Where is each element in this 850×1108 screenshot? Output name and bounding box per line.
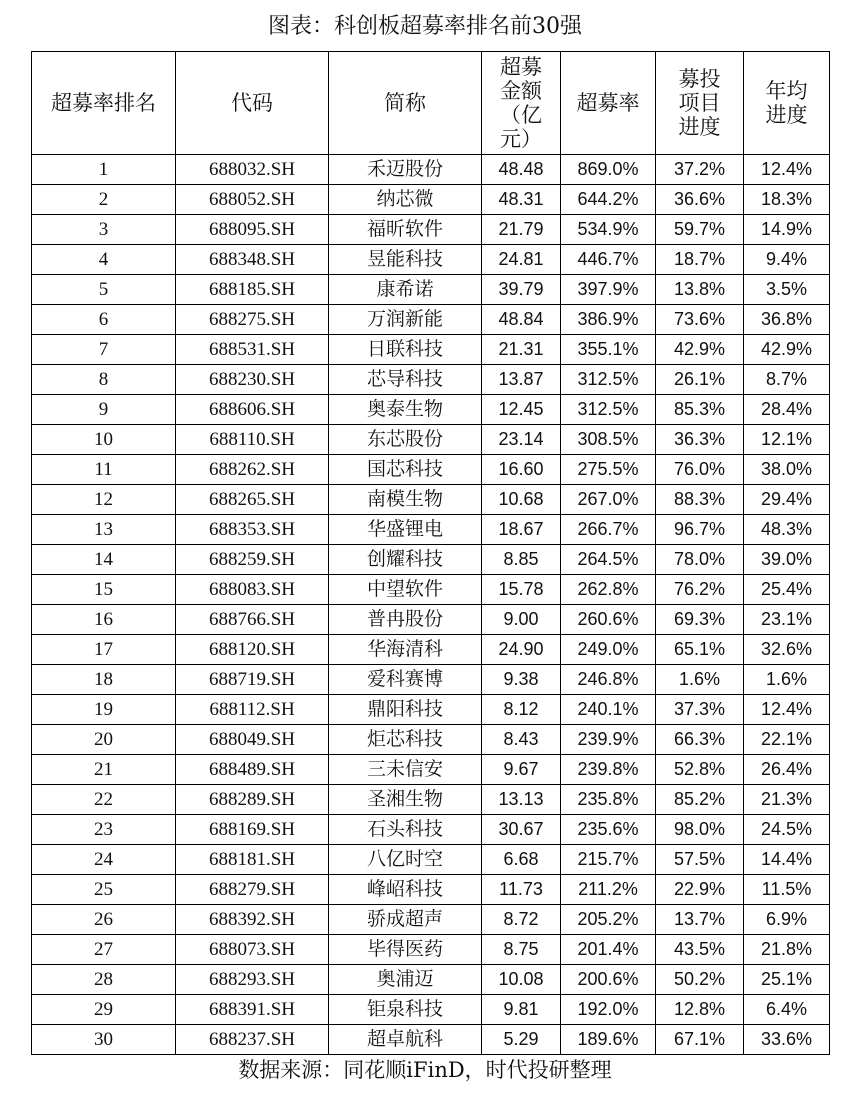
cell-name: 炬芯科技 xyxy=(329,725,482,755)
cell-rate: 215.7% xyxy=(561,845,656,875)
cell-rate: 205.2% xyxy=(561,905,656,935)
cell-name: 华海清科 xyxy=(329,635,482,665)
cell-annual: 25.4% xyxy=(744,575,830,605)
cell-rank: 2 xyxy=(32,185,176,215)
header-row xyxy=(32,52,830,155)
ipo-oversubscription-table xyxy=(31,51,830,1055)
cell-rate: 397.9% xyxy=(561,275,656,305)
table-row xyxy=(32,935,830,965)
cell-rank: 20 xyxy=(32,725,176,755)
cell-code: 688489.SH xyxy=(176,755,329,785)
cell-amount: 8.12 xyxy=(482,695,561,725)
cell-amount: 11.73 xyxy=(482,875,561,905)
cell-progress: 59.7% xyxy=(656,215,744,245)
cell-progress: 65.1% xyxy=(656,635,744,665)
cell-rank: 7 xyxy=(32,335,176,365)
cell-rate: 192.0% xyxy=(561,995,656,1025)
cell-name: 南模生物 xyxy=(329,485,482,515)
cell-code: 688606.SH xyxy=(176,395,329,425)
cell-name: 福昕软件 xyxy=(329,215,482,245)
table-row xyxy=(32,455,830,485)
cell-code: 688237.SH xyxy=(176,1025,329,1055)
cell-rate: 446.7% xyxy=(561,245,656,275)
cell-amount: 5.29 xyxy=(482,1025,561,1055)
cell-rate: 266.7% xyxy=(561,515,656,545)
cell-annual: 12.4% xyxy=(744,155,830,185)
cell-code: 688169.SH xyxy=(176,815,329,845)
cell-annual: 24.5% xyxy=(744,815,830,845)
cell-rate: 312.5% xyxy=(561,365,656,395)
cell-annual: 8.7% xyxy=(744,365,830,395)
cell-code: 688032.SH xyxy=(176,155,329,185)
cell-amount: 16.60 xyxy=(482,455,561,485)
cell-code: 688719.SH xyxy=(176,665,329,695)
cell-progress: 36.6% xyxy=(656,185,744,215)
cell-amount: 10.08 xyxy=(482,965,561,995)
cell-rate: 239.9% xyxy=(561,725,656,755)
cell-name: 骄成超声 xyxy=(329,905,482,935)
table-row xyxy=(32,515,830,545)
table-row xyxy=(32,755,830,785)
cell-annual: 12.4% xyxy=(744,695,830,725)
header-amount: 超募金额（亿元） xyxy=(482,52,561,155)
cell-rank: 12 xyxy=(32,485,176,515)
table-row xyxy=(32,485,830,515)
table-row xyxy=(32,635,830,665)
table-row xyxy=(32,155,830,185)
cell-annual: 14.4% xyxy=(744,845,830,875)
cell-annual: 39.0% xyxy=(744,545,830,575)
cell-rank: 8 xyxy=(32,365,176,395)
cell-annual: 14.9% xyxy=(744,215,830,245)
cell-rank: 24 xyxy=(32,845,176,875)
cell-annual: 32.6% xyxy=(744,635,830,665)
cell-annual: 26.4% xyxy=(744,755,830,785)
cell-name: 钜泉科技 xyxy=(329,995,482,1025)
cell-code: 688275.SH xyxy=(176,305,329,335)
cell-progress: 76.0% xyxy=(656,455,744,485)
cell-amount: 21.31 xyxy=(482,335,561,365)
cell-annual: 36.8% xyxy=(744,305,830,335)
cell-name: 石头科技 xyxy=(329,815,482,845)
cell-amount: 48.84 xyxy=(482,305,561,335)
cell-code: 688348.SH xyxy=(176,245,329,275)
cell-annual: 48.3% xyxy=(744,515,830,545)
cell-rate: 262.8% xyxy=(561,575,656,605)
cell-rank: 14 xyxy=(32,545,176,575)
table-row xyxy=(32,365,830,395)
cell-amount: 13.13 xyxy=(482,785,561,815)
cell-annual: 3.5% xyxy=(744,275,830,305)
cell-progress: 12.8% xyxy=(656,995,744,1025)
source-note: 数据来源：同花顺iFinD，时代投研整理 xyxy=(238,1058,612,1082)
cell-amount: 30.67 xyxy=(482,815,561,845)
cell-rank: 1 xyxy=(32,155,176,185)
cell-rank: 3 xyxy=(32,215,176,245)
cell-progress: 36.3% xyxy=(656,425,744,455)
cell-annual: 42.9% xyxy=(744,335,830,365)
cell-code: 688279.SH xyxy=(176,875,329,905)
cell-rank: 30 xyxy=(32,1025,176,1055)
cell-rank: 5 xyxy=(32,275,176,305)
table-body xyxy=(32,155,830,1055)
cell-code: 688531.SH xyxy=(176,335,329,365)
cell-code: 688112.SH xyxy=(176,695,329,725)
cell-rate: 240.1% xyxy=(561,695,656,725)
cell-annual: 21.8% xyxy=(744,935,830,965)
header-rank: 超募率排名 xyxy=(32,52,176,155)
cell-rank: 15 xyxy=(32,575,176,605)
cell-progress: 73.6% xyxy=(656,305,744,335)
cell-annual: 25.1% xyxy=(744,965,830,995)
cell-name: 纳芯微 xyxy=(329,185,482,215)
cell-progress: 50.2% xyxy=(656,965,744,995)
cell-code: 688262.SH xyxy=(176,455,329,485)
cell-rate: 200.6% xyxy=(561,965,656,995)
table-row xyxy=(32,605,830,635)
table-row xyxy=(32,575,830,605)
table-row xyxy=(32,725,830,755)
cell-annual: 1.6% xyxy=(744,665,830,695)
cell-code: 688391.SH xyxy=(176,995,329,1025)
cell-code: 688265.SH xyxy=(176,485,329,515)
cell-rank: 18 xyxy=(32,665,176,695)
cell-progress: 37.2% xyxy=(656,155,744,185)
table-row xyxy=(32,875,830,905)
cell-progress: 42.9% xyxy=(656,335,744,365)
cell-rank: 13 xyxy=(32,515,176,545)
table-row xyxy=(32,335,830,365)
cell-rank: 21 xyxy=(32,755,176,785)
table-row xyxy=(32,905,830,935)
cell-rank: 16 xyxy=(32,605,176,635)
cell-amount: 24.81 xyxy=(482,245,561,275)
cell-code: 688181.SH xyxy=(176,845,329,875)
cell-amount: 8.75 xyxy=(482,935,561,965)
table-row xyxy=(32,665,830,695)
cell-amount: 9.81 xyxy=(482,995,561,1025)
header-annual: 年均进度 xyxy=(744,52,830,155)
cell-amount: 8.85 xyxy=(482,545,561,575)
table-row xyxy=(32,995,830,1025)
cell-progress: 88.3% xyxy=(656,485,744,515)
cell-amount: 8.72 xyxy=(482,905,561,935)
cell-annual: 23.1% xyxy=(744,605,830,635)
cell-amount: 8.43 xyxy=(482,725,561,755)
cell-progress: 98.0% xyxy=(656,815,744,845)
cell-amount: 9.38 xyxy=(482,665,561,695)
cell-rank: 29 xyxy=(32,995,176,1025)
cell-rank: 27 xyxy=(32,935,176,965)
cell-annual: 6.4% xyxy=(744,995,830,1025)
cell-amount: 48.48 xyxy=(482,155,561,185)
cell-annual: 18.3% xyxy=(744,185,830,215)
cell-name: 鼎阳科技 xyxy=(329,695,482,725)
cell-progress: 85.2% xyxy=(656,785,744,815)
cell-rate: 235.8% xyxy=(561,785,656,815)
cell-rate: 211.2% xyxy=(561,875,656,905)
cell-amount: 18.67 xyxy=(482,515,561,545)
cell-amount: 23.14 xyxy=(482,425,561,455)
cell-progress: 85.3% xyxy=(656,395,744,425)
cell-code: 688083.SH xyxy=(176,575,329,605)
header-code: 代码 xyxy=(176,52,329,155)
cell-amount: 9.00 xyxy=(482,605,561,635)
cell-rate: 264.5% xyxy=(561,545,656,575)
cell-name: 三未信安 xyxy=(329,755,482,785)
cell-name: 八亿时空 xyxy=(329,845,482,875)
table-row xyxy=(32,695,830,725)
cell-code: 688049.SH xyxy=(176,725,329,755)
cell-annual: 6.9% xyxy=(744,905,830,935)
cell-progress: 1.6% xyxy=(656,665,744,695)
header-progress: 募投项目进度 xyxy=(656,52,744,155)
cell-code: 688110.SH xyxy=(176,425,329,455)
cell-rate: 312.5% xyxy=(561,395,656,425)
cell-progress: 13.7% xyxy=(656,905,744,935)
header-name: 简称 xyxy=(329,52,482,155)
table-row xyxy=(32,275,830,305)
cell-rank: 22 xyxy=(32,785,176,815)
cell-rank: 10 xyxy=(32,425,176,455)
cell-rate: 201.4% xyxy=(561,935,656,965)
cell-name: 峰岹科技 xyxy=(329,875,482,905)
cell-annual: 12.1% xyxy=(744,425,830,455)
cell-annual: 38.0% xyxy=(744,455,830,485)
cell-name: 创耀科技 xyxy=(329,545,482,575)
cell-annual: 29.4% xyxy=(744,485,830,515)
cell-rank: 4 xyxy=(32,245,176,275)
header-rate: 超募率 xyxy=(561,52,656,155)
cell-code: 688353.SH xyxy=(176,515,329,545)
cell-code: 688259.SH xyxy=(176,545,329,575)
cell-amount: 10.68 xyxy=(482,485,561,515)
table-row xyxy=(32,845,830,875)
cell-name: 禾迈股份 xyxy=(329,155,482,185)
cell-name: 华盛锂电 xyxy=(329,515,482,545)
cell-name: 国芯科技 xyxy=(329,455,482,485)
cell-progress: 22.9% xyxy=(656,875,744,905)
table-row xyxy=(32,305,830,335)
cell-rank: 25 xyxy=(32,875,176,905)
cell-rate: 644.2% xyxy=(561,185,656,215)
table-row xyxy=(32,815,830,845)
cell-rank: 17 xyxy=(32,635,176,665)
cell-rank: 11 xyxy=(32,455,176,485)
cell-annual: 22.1% xyxy=(744,725,830,755)
table-row xyxy=(32,545,830,575)
cell-progress: 76.2% xyxy=(656,575,744,605)
cell-name: 芯导科技 xyxy=(329,365,482,395)
cell-rank: 26 xyxy=(32,905,176,935)
cell-name: 普冉股份 xyxy=(329,605,482,635)
table-row xyxy=(32,245,830,275)
cell-code: 688073.SH xyxy=(176,935,329,965)
table-row xyxy=(32,1025,830,1055)
cell-amount: 13.87 xyxy=(482,365,561,395)
cell-progress: 96.7% xyxy=(656,515,744,545)
cell-name: 奥泰生物 xyxy=(329,395,482,425)
cell-name: 万润新能 xyxy=(329,305,482,335)
cell-code: 688766.SH xyxy=(176,605,329,635)
cell-progress: 52.8% xyxy=(656,755,744,785)
table-row xyxy=(32,395,830,425)
cell-rank: 23 xyxy=(32,815,176,845)
cell-progress: 43.5% xyxy=(656,935,744,965)
cell-rate: 275.5% xyxy=(561,455,656,485)
cell-progress: 18.7% xyxy=(656,245,744,275)
cell-rate: 534.9% xyxy=(561,215,656,245)
cell-code: 688293.SH xyxy=(176,965,329,995)
cell-code: 688052.SH xyxy=(176,185,329,215)
cell-name: 日联科技 xyxy=(329,335,482,365)
cell-rate: 249.0% xyxy=(561,635,656,665)
cell-rank: 28 xyxy=(32,965,176,995)
cell-amount: 9.67 xyxy=(482,755,561,785)
cell-amount: 12.45 xyxy=(482,395,561,425)
cell-code: 688095.SH xyxy=(176,215,329,245)
cell-progress: 78.0% xyxy=(656,545,744,575)
table-row xyxy=(32,785,830,815)
cell-name: 超卓航科 xyxy=(329,1025,482,1055)
cell-rate: 355.1% xyxy=(561,335,656,365)
cell-name: 爱科赛博 xyxy=(329,665,482,695)
cell-code: 688185.SH xyxy=(176,275,329,305)
cell-name: 昱能科技 xyxy=(329,245,482,275)
cell-rate: 246.8% xyxy=(561,665,656,695)
cell-rate: 869.0% xyxy=(561,155,656,185)
cell-rank: 6 xyxy=(32,305,176,335)
cell-rate: 308.5% xyxy=(561,425,656,455)
cell-annual: 21.3% xyxy=(744,785,830,815)
cell-progress: 37.3% xyxy=(656,695,744,725)
cell-annual: 33.6% xyxy=(744,1025,830,1055)
cell-rate: 260.6% xyxy=(561,605,656,635)
cell-progress: 57.5% xyxy=(656,845,744,875)
cell-amount: 6.68 xyxy=(482,845,561,875)
table-title: 图表：科创板超募率排名前30强 xyxy=(268,14,582,39)
cell-name: 毕得医药 xyxy=(329,935,482,965)
table-row xyxy=(32,965,830,995)
cell-progress: 26.1% xyxy=(656,365,744,395)
table-row xyxy=(32,215,830,245)
table-row xyxy=(32,185,830,215)
cell-progress: 69.3% xyxy=(656,605,744,635)
cell-amount: 48.31 xyxy=(482,185,561,215)
cell-rank: 19 xyxy=(32,695,176,725)
cell-name: 东芯股份 xyxy=(329,425,482,455)
cell-name: 中望软件 xyxy=(329,575,482,605)
cell-progress: 67.1% xyxy=(656,1025,744,1055)
cell-annual: 11.5% xyxy=(744,875,830,905)
cell-progress: 66.3% xyxy=(656,725,744,755)
cell-code: 688120.SH xyxy=(176,635,329,665)
cell-name: 奥浦迈 xyxy=(329,965,482,995)
cell-name: 康希诺 xyxy=(329,275,482,305)
cell-rate: 239.8% xyxy=(561,755,656,785)
cell-rate: 386.9% xyxy=(561,305,656,335)
cell-code: 688289.SH xyxy=(176,785,329,815)
cell-annual: 9.4% xyxy=(744,245,830,275)
cell-amount: 15.78 xyxy=(482,575,561,605)
cell-code: 688392.SH xyxy=(176,905,329,935)
cell-code: 688230.SH xyxy=(176,365,329,395)
cell-rate: 267.0% xyxy=(561,485,656,515)
cell-annual: 28.4% xyxy=(744,395,830,425)
cell-rate: 235.6% xyxy=(561,815,656,845)
cell-name: 圣湘生物 xyxy=(329,785,482,815)
cell-rate: 189.6% xyxy=(561,1025,656,1055)
cell-amount: 39.79 xyxy=(482,275,561,305)
table-row xyxy=(32,425,830,455)
cell-amount: 24.90 xyxy=(482,635,561,665)
cell-progress: 13.8% xyxy=(656,275,744,305)
cell-amount: 21.79 xyxy=(482,215,561,245)
cell-rank: 9 xyxy=(32,395,176,425)
